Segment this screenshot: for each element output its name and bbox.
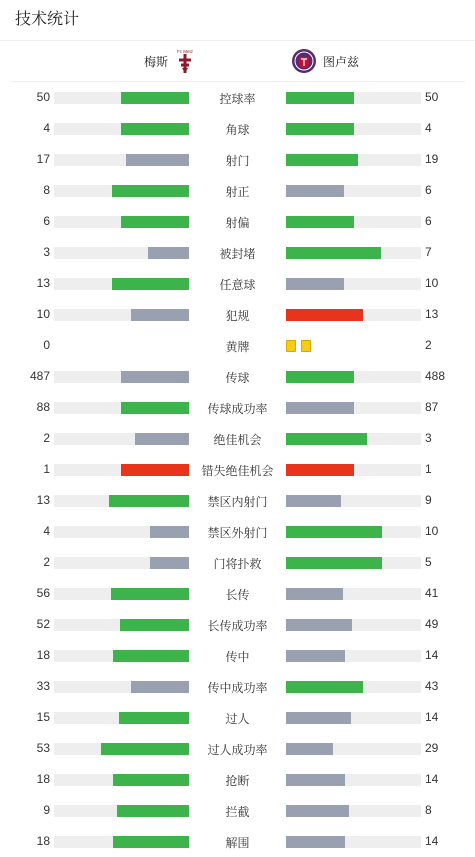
away-stat-bar-track [286, 433, 421, 445]
stat-row [0, 268, 475, 299]
stat-label: 控球率 [219, 92, 256, 106]
away-stat-bar [286, 464, 354, 476]
home-stat-value: 13 [36, 276, 50, 290]
home-stat-value: 3 [43, 245, 50, 259]
home-stat-bar-track [54, 774, 189, 786]
stat-row [0, 547, 475, 578]
home-stat-bar-track [54, 216, 189, 228]
home-stat-value: 8 [43, 183, 50, 197]
home-stat-bar-track [54, 371, 189, 383]
away-stat-value: 14 [425, 648, 439, 662]
away-stat-bar [286, 743, 333, 755]
metz-logo-text: Fc Metz [177, 49, 194, 54]
stat-row [0, 826, 475, 857]
away-stat-bar [286, 805, 349, 817]
stat-label: 解围 [225, 836, 250, 850]
home-stat-value: 18 [36, 648, 50, 662]
home-stat-bar-track [54, 433, 189, 445]
stat-label: 传中 [225, 650, 250, 664]
stat-label: 角球 [225, 123, 250, 137]
stat-label: 长传成功率 [207, 619, 268, 633]
away-stat-bar-track [286, 185, 421, 197]
away-stat-bar [286, 185, 344, 197]
stat-row [0, 485, 475, 516]
home-stat-bar-track [54, 185, 189, 197]
home-stat-bar [112, 185, 189, 197]
stat-row [0, 671, 475, 702]
home-stat-value: 33 [36, 679, 50, 693]
stat-label: 黄牌 [225, 340, 250, 354]
home-stat-bar-track [54, 154, 189, 166]
away-stat-bar [286, 309, 363, 321]
away-stat-bar-track [286, 309, 421, 321]
away-stat-value: 13 [425, 307, 439, 321]
away-stat-value: 50 [425, 90, 439, 104]
away-stat-value: 7 [425, 245, 432, 259]
home-stat-bar-track [54, 402, 189, 414]
away-stat-value: 6 [425, 214, 432, 228]
away-stat-bar-track [286, 805, 421, 817]
away-stat-value: 10 [425, 524, 439, 538]
away-stat-bar-track [286, 650, 421, 662]
away-stat-bar [286, 216, 354, 228]
home-stat-bar [101, 743, 189, 755]
away-stat-bar [286, 588, 343, 600]
home-stat-bar [113, 836, 189, 848]
home-stat-value: 487 [29, 369, 50, 383]
home-stat-bar [135, 433, 189, 445]
stat-row [0, 144, 475, 175]
away-stat-value: 49 [425, 617, 439, 631]
away-stat-value: 41 [425, 586, 439, 600]
away-stat-bar-track [286, 557, 421, 569]
home-stat-bar [121, 123, 189, 135]
home-stat-bar [113, 650, 189, 662]
home-stat-value: 6 [43, 214, 50, 228]
home-stat-value: 18 [36, 834, 50, 848]
away-stat-bar-track [286, 619, 421, 631]
home-team-name: 梅斯 [144, 54, 169, 69]
home-stat-bar [121, 92, 189, 104]
home-stat-bar [150, 557, 189, 569]
home-stat-bar [121, 464, 189, 476]
home-stat-bar-track [54, 681, 189, 693]
stat-label: 射正 [225, 185, 250, 199]
home-stat-value: 18 [36, 772, 50, 786]
away-stat-bar-track [286, 588, 421, 600]
stat-row [0, 640, 475, 671]
away-stat-value: 9 [425, 493, 432, 507]
away-team[interactable] [291, 48, 365, 74]
away-stat-bar [286, 681, 363, 693]
away-stat-value: 8 [425, 803, 432, 817]
home-stat-bar-track [54, 309, 189, 321]
stat-label: 门将扑救 [213, 557, 262, 571]
away-stat-bar-track [286, 92, 421, 104]
home-stat-bar [121, 216, 189, 228]
stats-list [0, 82, 475, 857]
away-stat-value: 43 [425, 679, 439, 693]
away-stat-value: 1 [425, 462, 432, 476]
stat-row [0, 795, 475, 826]
away-stat-bar [286, 495, 341, 507]
away-stat-bar-track [286, 681, 421, 693]
home-stat-value: 53 [36, 741, 50, 755]
away-stat-bar [286, 92, 354, 104]
home-stat-value: 17 [36, 152, 50, 166]
home-stat-bar [126, 154, 189, 166]
away-stat-value: 4 [425, 121, 432, 135]
stat-label: 错失绝佳机会 [201, 464, 274, 478]
away-stat-bar-track [286, 836, 421, 848]
stat-label: 任意球 [219, 278, 256, 292]
away-stat-bar-track [286, 743, 421, 755]
stat-row [0, 82, 475, 113]
home-stat-bar-track [54, 836, 189, 848]
away-stat-bar [286, 278, 344, 290]
stat-label: 绝佳机会 [213, 433, 262, 447]
stat-row [0, 175, 475, 206]
away-stat-bar-track [286, 123, 421, 135]
away-stat-bar [286, 557, 382, 569]
home-stat-bar-track [54, 805, 189, 817]
away-stat-bar [286, 247, 381, 259]
home-stat-bar-track [54, 464, 189, 476]
metz-crest-icon [174, 48, 196, 74]
stat-row [0, 361, 475, 392]
home-stat-bar-track [54, 123, 189, 135]
away-stat-value: 14 [425, 834, 439, 848]
away-stat-bar-track [286, 402, 421, 414]
home-stat-bar [131, 681, 189, 693]
stat-label: 传中成功率 [207, 681, 268, 695]
stat-row [0, 764, 475, 795]
home-stat-bar-track [54, 588, 189, 600]
stat-row [0, 702, 475, 733]
away-stat-bar-track [286, 247, 421, 259]
away-stat-value: 6 [425, 183, 432, 197]
stat-label: 射偏 [225, 216, 250, 230]
stat-label: 犯规 [225, 309, 250, 323]
stat-label: 被封堵 [219, 247, 256, 261]
away-stat-bar-track [286, 216, 421, 228]
home-stat-bar [120, 619, 189, 631]
stat-row [0, 330, 475, 361]
away-stat-bar [286, 433, 367, 445]
away-stat-bar-track [286, 495, 421, 507]
home-stat-value: 10 [36, 307, 50, 321]
stat-label: 拦截 [225, 805, 250, 819]
away-stat-bar [286, 712, 351, 724]
away-stat-value: 2 [425, 338, 432, 352]
yellow-card-icon [286, 340, 296, 352]
home-team[interactable] [138, 48, 196, 74]
home-stat-value: 2 [43, 555, 50, 569]
away-stat-bar-track [286, 712, 421, 724]
home-stat-value: 52 [36, 617, 50, 631]
away-stat-value: 10 [425, 276, 439, 290]
away-team-name: 图卢兹 [323, 54, 360, 69]
away-stat-bar [286, 619, 352, 631]
stat-row [0, 578, 475, 609]
away-stat-value: 14 [425, 772, 439, 786]
away-stat-value: 19 [425, 152, 439, 166]
away-stat-bar [286, 526, 382, 538]
away-stat-bar-track [286, 464, 421, 476]
home-stat-value: 50 [36, 90, 50, 104]
away-stat-bar-track [286, 371, 421, 383]
away-stat-bar-track [286, 774, 421, 786]
stat-row [0, 113, 475, 144]
home-stat-value: 56 [36, 586, 50, 600]
home-stat-bar [131, 309, 189, 321]
stat-label: 抢断 [225, 774, 250, 788]
stat-label: 过人 [225, 712, 250, 726]
home-stat-bar-track [54, 278, 189, 290]
home-stat-value: 88 [36, 400, 50, 414]
home-stat-bar-track [54, 557, 189, 569]
home-stat-value: 9 [43, 803, 50, 817]
away-stat-bar [286, 650, 345, 662]
stat-row [0, 206, 475, 237]
away-stat-bar [286, 371, 354, 383]
stat-row [0, 454, 475, 485]
home-stat-bar [121, 402, 189, 414]
stat-row [0, 733, 475, 764]
away-stat-bar-track [286, 154, 421, 166]
stat-row [0, 423, 475, 454]
away-stat-value: 488 [425, 369, 446, 383]
home-stat-value: 4 [43, 121, 50, 135]
page-title: 技术统计 [0, 0, 475, 41]
away-stat-bar-track [286, 526, 421, 538]
stat-label: 传球 [225, 371, 250, 385]
stat-label: 禁区外射门 [207, 526, 268, 540]
stat-label: 禁区内射门 [207, 495, 268, 509]
home-stat-bar [112, 278, 189, 290]
team-header [10, 41, 465, 82]
home-stat-bar-track [54, 712, 189, 724]
home-stat-value: 0 [43, 338, 50, 352]
home-stat-bar [148, 247, 189, 259]
away-stat-bar [286, 774, 345, 786]
toulouse-crest-icon [291, 48, 317, 74]
yellow-card-icon [301, 340, 311, 352]
away-stat-bar [286, 836, 345, 848]
home-stat-bar-track [54, 495, 189, 507]
away-stat-bar [286, 154, 358, 166]
home-stat-bar [113, 774, 189, 786]
home-stat-value: 13 [36, 493, 50, 507]
stat-row [0, 237, 475, 268]
stat-row [0, 516, 475, 547]
home-stat-value: 4 [43, 524, 50, 538]
away-stat-value: 29 [425, 741, 439, 755]
home-stat-bar [121, 371, 189, 383]
home-stat-bar-track [54, 743, 189, 755]
stat-row [0, 392, 475, 423]
away-stat-value: 3 [425, 431, 432, 445]
home-stat-bar [117, 805, 189, 817]
home-stat-bar-track [54, 650, 189, 662]
home-stat-bar-track [54, 526, 189, 538]
away-stat-bar [286, 123, 354, 135]
stat-label: 长传 [225, 588, 250, 602]
away-stat-value: 14 [425, 710, 439, 724]
away-stat-bar-track [286, 278, 421, 290]
stat-row [0, 299, 475, 330]
home-stat-value: 1 [43, 462, 50, 476]
home-stat-bar-track [54, 247, 189, 259]
home-stat-bar-track [54, 619, 189, 631]
home-stat-value: 15 [36, 710, 50, 724]
home-stat-bar [111, 588, 189, 600]
away-stat-bar [286, 402, 354, 414]
stat-label: 过人成功率 [207, 743, 268, 757]
home-stat-bar [119, 712, 189, 724]
home-stat-bar [109, 495, 189, 507]
home-stat-value: 2 [43, 431, 50, 445]
away-stat-value: 5 [425, 555, 432, 569]
home-stat-bar-track [54, 92, 189, 104]
home-stat-bar [150, 526, 189, 538]
stat-label: 传球成功率 [207, 402, 268, 416]
stat-row [0, 609, 475, 640]
stat-label: 射门 [225, 154, 250, 168]
away-stat-value: 87 [425, 400, 439, 414]
